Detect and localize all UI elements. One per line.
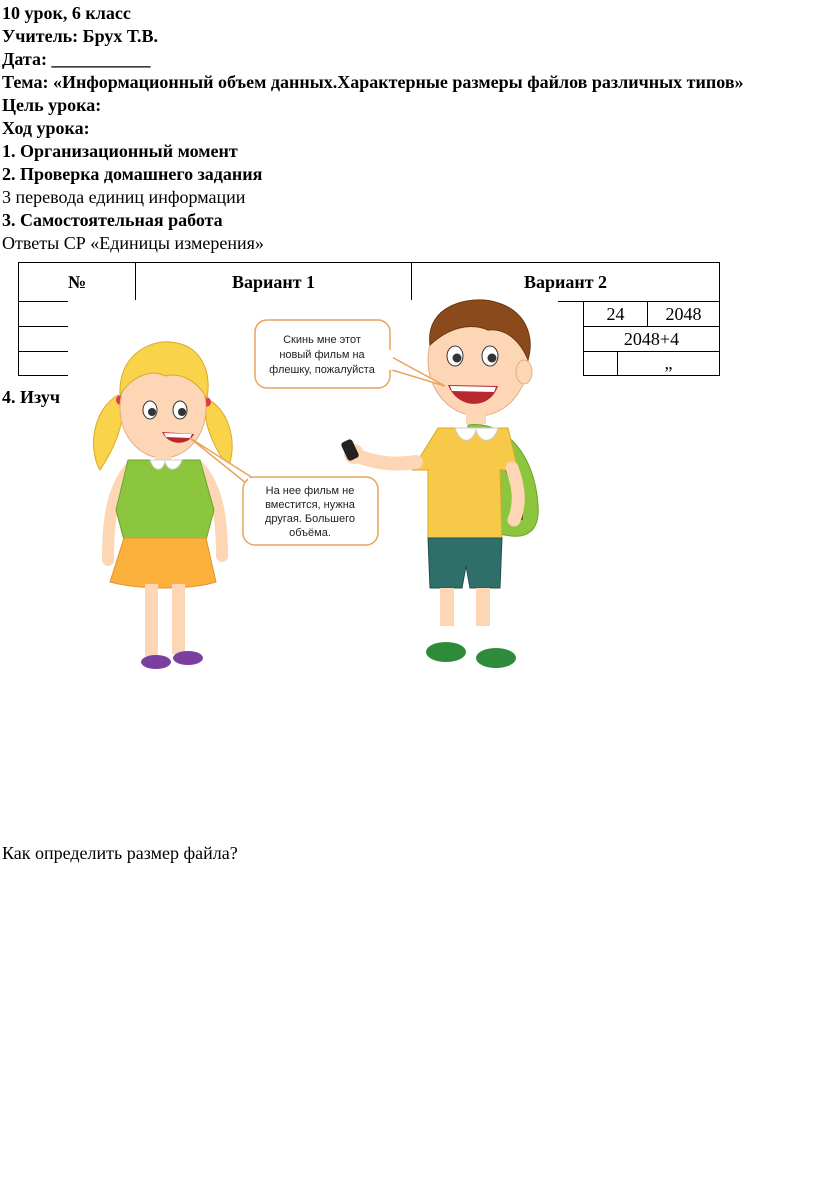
section-4-heading: 4. Изуч — [2, 387, 61, 407]
lesson-number: 10 урок, 6 класс — [2, 3, 131, 23]
teacher-name: Учитель: Брух Т.В. — [2, 26, 159, 46]
table-header-number: № — [18, 262, 136, 302]
date-line: Дата: ___________ — [2, 49, 151, 69]
table-cell: „ — [617, 351, 720, 376]
boy-speech-line-1: Скинь мне этот — [283, 334, 361, 346]
lesson-topic: Тема: «Информационный объем данных.Характерные размеры файлов различных типов» — [2, 72, 744, 92]
table-cell: 24 — [583, 301, 648, 327]
file-size-question: Как определить размер файла? — [2, 843, 238, 863]
section-3-text: Ответы СР «Единицы измерения» — [2, 233, 264, 253]
lesson-goal: Цель урока: — [2, 95, 102, 115]
table-header-variant-1: Вариант 1 — [135, 262, 412, 302]
girl-speech-line-4: объёма. — [289, 527, 331, 539]
section-1-heading: 1. Организационный момент — [2, 141, 238, 161]
section-2-heading: 2. Проверка домашнего задания — [2, 164, 263, 184]
girl-figure — [94, 342, 233, 669]
table-cell: 2048 — [647, 301, 720, 327]
girl-speech-line-2: вместится, нужна — [265, 499, 355, 511]
table-header-variant-2: Вариант 2 — [411, 262, 720, 302]
boy-speech-line-3: флешку, пожалуйста — [269, 364, 375, 376]
girl-speech-line-1: На нее фильм не — [265, 485, 355, 497]
lesson-flow: Ход урока: — [2, 118, 90, 138]
section-3-heading: 3. Самостоятельная работа — [2, 210, 223, 230]
girl-speech-line-3: другая. Большего — [265, 513, 355, 525]
boy-speech-line-2: новый фильм на — [279, 349, 365, 361]
section-2-text: 3 перевода единиц информации — [2, 187, 246, 207]
table-cell: 2048+4 — [583, 326, 720, 352]
boy-speech-bubble — [255, 320, 445, 388]
